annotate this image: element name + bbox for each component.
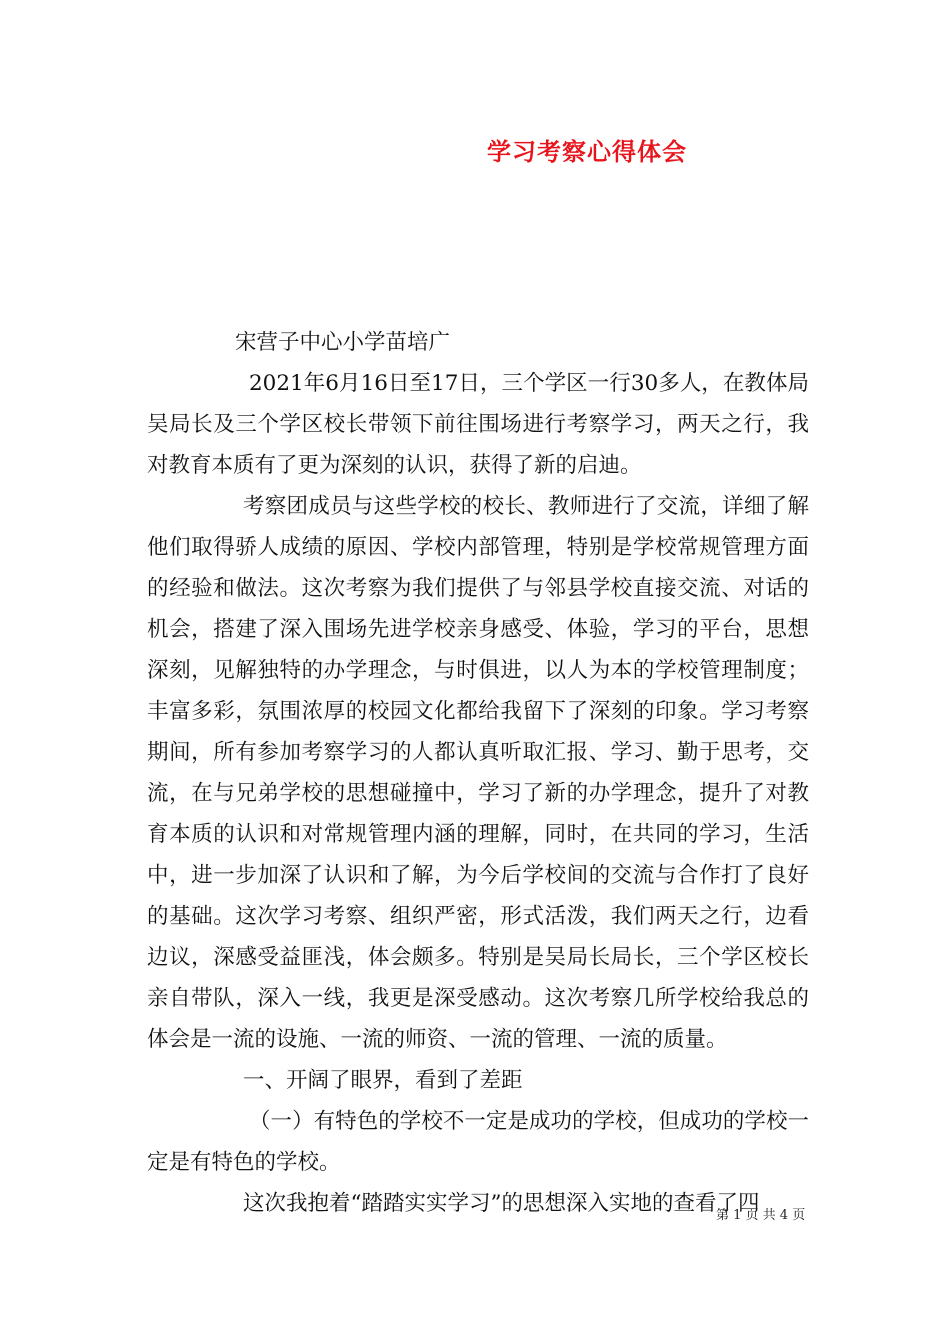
paragraph-exchange: 考察团成员与这些学校的校长、教师进行了交流，详细了解他们取得骄人成绩的原因、学校内部管理，特别是学校常规管理方面的经验和做法。这次考察为我们提供了与邻县学校直接交流、对话的机会，搭建了深入围场先进学校亲身感受、体验，学习的平台，思想深刻，见解独特的办学理念，与时俱进，以人为本的学校管理制度；丰富多彩，氛围浓厚的校园文化都给我留下了深刻的印象。学习考察期间，所有参加考察学习的人都认真听取汇报、学习、勤于思考，交流，在与兄弟学校的思想碰撞中，学习了新的办学理念，提升了对教育本质的认识和对常规管理内涵的理解，同时，在共同的学习，生活中，进一步加深了认识和了解，为今后学校间的交流与合作打了良好的基础。这次学习考察、组织严密，形式活泼，我们两天之行，边看边议，深感受益匪浅，体会颇多。特别是吴局长局长，三个学区校长亲自带队，深入一线，我更是深受感动。这次考察几所学校给我总的体会是一流的设施、一流的师资、一流的管理、一流的质量。 — [147, 494, 809, 1052]
section-heading: 一、开阔了眼界，看到了差距 — [243, 1068, 523, 1093]
document-body — [147, 322, 809, 1224]
paragraph-intro: 2021年6月16日至17日，三个学区一行30多人，在教体局吴局长及三个学区校长带领下前往围场进行考察学习，两天之行，我对教育本质有了更为深刻的认识，获得了新的启迪。 — [147, 371, 809, 478]
paragraph-continued: 这次我抱着“踏踏实实学习”的思想深入实地的查看了四 — [243, 1191, 760, 1216]
author-line: 宋营子中心小学苗培广 — [235, 330, 451, 355]
subsection-heading: （一）有特色的学校不一定是成功的学校，但成功的学校一定是有特色的学校。 — [147, 1109, 809, 1175]
document-title: 学习考察心得体会 — [487, 137, 687, 166]
page-number: 第 1 页 共 4 页 — [716, 1208, 806, 1223]
